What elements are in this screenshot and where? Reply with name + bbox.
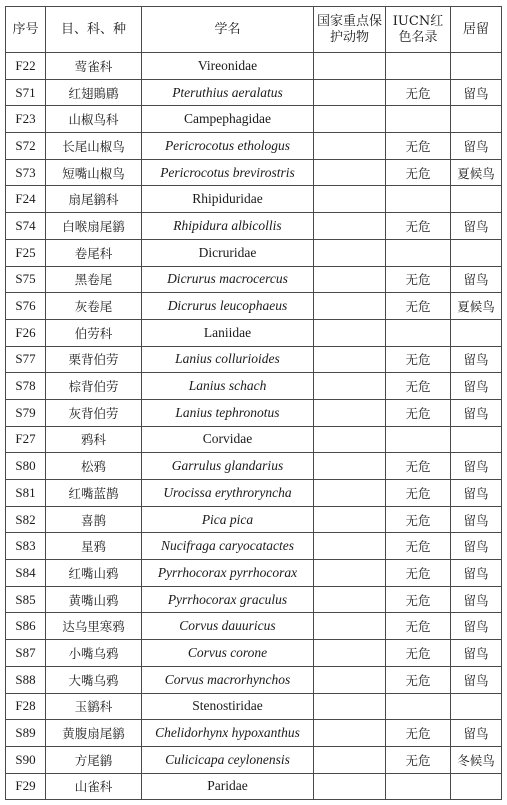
cell-scientific-name: Pica pica	[142, 506, 314, 533]
cell-national-protection	[314, 586, 386, 613]
cell-residency: 留鸟	[451, 453, 502, 480]
species-row	[6, 453, 502, 480]
cell-number: F28	[6, 693, 46, 720]
cell-scientific-name: Urocissa erythroryncha	[142, 480, 314, 507]
cell-number: S74	[6, 213, 46, 240]
family-row	[6, 426, 502, 453]
cell-national-protection	[314, 480, 386, 507]
cell-number: F27	[6, 426, 46, 453]
cell-national-protection	[314, 53, 386, 80]
species-row	[6, 293, 502, 320]
cell-taxon: 鸦科	[46, 426, 142, 453]
cell-iucn: 无危	[386, 666, 451, 693]
family-row	[6, 106, 502, 133]
cell-national-protection	[314, 346, 386, 373]
cell-iucn: 无危	[386, 266, 451, 293]
cell-scientific-name: Vireonidae	[142, 53, 314, 80]
species-row	[6, 346, 502, 373]
cell-number: S78	[6, 373, 46, 400]
cell-residency: 留鸟	[451, 399, 502, 426]
cell-number: S79	[6, 399, 46, 426]
cell-national-protection	[314, 640, 386, 667]
cell-taxon: 灰卷尾	[46, 293, 142, 320]
cell-taxon: 莺雀科	[46, 53, 142, 80]
header-taxon: 目、科、种	[46, 7, 142, 53]
cell-national-protection	[314, 133, 386, 160]
cell-national-protection	[314, 560, 386, 587]
cell-iucn	[386, 693, 451, 720]
header-row	[6, 7, 502, 53]
cell-residency	[451, 693, 502, 720]
cell-residency	[451, 186, 502, 213]
cell-scientific-name: Stenostiridae	[142, 693, 314, 720]
cell-residency: 留鸟	[451, 266, 502, 293]
cell-number: S76	[6, 293, 46, 320]
cell-iucn: 无危	[386, 720, 451, 747]
cell-scientific-name: Pericrocotus ethologus	[142, 133, 314, 160]
cell-national-protection	[314, 773, 386, 800]
cell-residency: 留鸟	[451, 720, 502, 747]
cell-iucn	[386, 319, 451, 346]
cell-taxon: 白喉扇尾鹟	[46, 213, 142, 240]
species-row	[6, 480, 502, 507]
cell-scientific-name: Paridae	[142, 773, 314, 800]
cell-taxon: 松鸦	[46, 453, 142, 480]
table-body	[6, 53, 502, 800]
cell-taxon: 扇尾鹟科	[46, 186, 142, 213]
cell-national-protection	[314, 186, 386, 213]
cell-national-protection	[314, 506, 386, 533]
cell-residency: 留鸟	[451, 586, 502, 613]
cell-number: S85	[6, 586, 46, 613]
cell-residency: 留鸟	[451, 560, 502, 587]
cell-iucn: 无危	[386, 533, 451, 560]
cell-national-protection	[314, 399, 386, 426]
cell-national-protection	[314, 106, 386, 133]
cell-taxon: 长尾山椒鸟	[46, 133, 142, 160]
page	[5, 6, 502, 800]
cell-number: S71	[6, 79, 46, 106]
cell-iucn: 无危	[386, 453, 451, 480]
cell-national-protection	[314, 533, 386, 560]
cell-residency: 留鸟	[451, 613, 502, 640]
cell-residency: 留鸟	[451, 133, 502, 160]
cell-number: S83	[6, 533, 46, 560]
cell-number: S89	[6, 720, 46, 747]
cell-number: S87	[6, 640, 46, 667]
cell-residency: 留鸟	[451, 373, 502, 400]
cell-national-protection	[314, 426, 386, 453]
cell-scientific-name: Rhipiduridae	[142, 186, 314, 213]
cell-national-protection	[314, 293, 386, 320]
header-national-protection: 国家重点保护动物	[314, 7, 386, 53]
cell-taxon: 喜鹊	[46, 506, 142, 533]
cell-national-protection	[314, 79, 386, 106]
cell-number: S88	[6, 666, 46, 693]
species-row	[6, 560, 502, 587]
cell-iucn: 无危	[386, 746, 451, 773]
cell-scientific-name: Pteruthius aeralatus	[142, 79, 314, 106]
cell-iucn: 无危	[386, 293, 451, 320]
family-row	[6, 693, 502, 720]
cell-residency: 留鸟	[451, 506, 502, 533]
cell-scientific-name: Dicrurus macrocercus	[142, 266, 314, 293]
cell-scientific-name: Corvus dauuricus	[142, 613, 314, 640]
cell-number: F26	[6, 319, 46, 346]
cell-taxon: 卷尾科	[46, 239, 142, 266]
cell-number: S82	[6, 506, 46, 533]
cell-iucn	[386, 53, 451, 80]
species-table	[5, 6, 502, 800]
cell-iucn: 无危	[386, 346, 451, 373]
species-row	[6, 133, 502, 160]
cell-residency	[451, 319, 502, 346]
header-scientific-name: 学名	[142, 7, 314, 53]
species-row	[6, 266, 502, 293]
species-row	[6, 533, 502, 560]
cell-national-protection	[314, 213, 386, 240]
cell-number: F24	[6, 186, 46, 213]
species-row	[6, 586, 502, 613]
cell-iucn: 无危	[386, 133, 451, 160]
cell-residency	[451, 239, 502, 266]
cell-residency: 留鸟	[451, 666, 502, 693]
cell-taxon: 方尾鹟	[46, 746, 142, 773]
cell-taxon: 棕背伯劳	[46, 373, 142, 400]
cell-residency: 留鸟	[451, 533, 502, 560]
cell-number: S81	[6, 480, 46, 507]
cell-residency: 留鸟	[451, 640, 502, 667]
cell-scientific-name: Garrulus glandarius	[142, 453, 314, 480]
species-row	[6, 746, 502, 773]
cell-national-protection	[314, 319, 386, 346]
cell-number: S75	[6, 266, 46, 293]
cell-iucn: 无危	[386, 613, 451, 640]
cell-iucn: 无危	[386, 213, 451, 240]
cell-national-protection	[314, 453, 386, 480]
header-residency: 居留	[451, 7, 502, 53]
cell-taxon: 栗背伯劳	[46, 346, 142, 373]
family-row	[6, 53, 502, 80]
cell-scientific-name: Nucifraga caryocatactes	[142, 533, 314, 560]
cell-iucn	[386, 773, 451, 800]
cell-taxon: 小嘴乌鸦	[46, 640, 142, 667]
cell-scientific-name: Campephagidae	[142, 106, 314, 133]
cell-national-protection	[314, 666, 386, 693]
cell-national-protection	[314, 266, 386, 293]
cell-scientific-name: Pyrrhocorax pyrrhocorax	[142, 560, 314, 587]
family-row	[6, 239, 502, 266]
species-row	[6, 159, 502, 186]
cell-iucn: 无危	[386, 373, 451, 400]
cell-national-protection	[314, 693, 386, 720]
cell-national-protection	[314, 373, 386, 400]
cell-taxon: 灰背伯劳	[46, 399, 142, 426]
cell-taxon: 黄腹扇尾鹟	[46, 720, 142, 747]
cell-iucn: 无危	[386, 560, 451, 587]
table-header	[6, 7, 502, 53]
cell-taxon: 山椒鸟科	[46, 106, 142, 133]
cell-taxon: 黑卷尾	[46, 266, 142, 293]
cell-residency: 留鸟	[451, 346, 502, 373]
cell-number: S73	[6, 159, 46, 186]
cell-number: F23	[6, 106, 46, 133]
cell-national-protection	[314, 239, 386, 266]
cell-iucn: 无危	[386, 399, 451, 426]
cell-scientific-name: Corvidae	[142, 426, 314, 453]
family-row	[6, 319, 502, 346]
cell-taxon: 黄嘴山鸦	[46, 586, 142, 613]
cell-residency: 冬候鸟	[451, 746, 502, 773]
cell-scientific-name: Corvus corone	[142, 640, 314, 667]
cell-taxon: 玉鹟科	[46, 693, 142, 720]
cell-iucn	[386, 106, 451, 133]
cell-taxon: 山雀科	[46, 773, 142, 800]
cell-taxon: 短嘴山椒鸟	[46, 159, 142, 186]
cell-iucn: 无危	[386, 506, 451, 533]
cell-iucn	[386, 239, 451, 266]
cell-residency	[451, 53, 502, 80]
cell-residency: 夏候鸟	[451, 293, 502, 320]
cell-scientific-name: Corvus macrorhynchos	[142, 666, 314, 693]
cell-number: F29	[6, 773, 46, 800]
cell-residency: 留鸟	[451, 213, 502, 240]
cell-national-protection	[314, 613, 386, 640]
header-no: 序号	[6, 7, 46, 53]
species-row	[6, 373, 502, 400]
species-row	[6, 640, 502, 667]
cell-scientific-name: Laniidae	[142, 319, 314, 346]
cell-national-protection	[314, 159, 386, 186]
cell-number: S86	[6, 613, 46, 640]
species-row	[6, 79, 502, 106]
cell-scientific-name: Pyrrhocorax graculus	[142, 586, 314, 613]
species-row	[6, 506, 502, 533]
species-row	[6, 666, 502, 693]
cell-residency: 夏候鸟	[451, 159, 502, 186]
cell-scientific-name: Lanius schach	[142, 373, 314, 400]
family-row	[6, 186, 502, 213]
species-row	[6, 720, 502, 747]
cell-iucn: 无危	[386, 159, 451, 186]
species-row	[6, 613, 502, 640]
cell-scientific-name: Dicruridae	[142, 239, 314, 266]
cell-iucn	[386, 426, 451, 453]
cell-iucn: 无危	[386, 586, 451, 613]
cell-number: F22	[6, 53, 46, 80]
cell-iucn: 无危	[386, 79, 451, 106]
cell-taxon: 大嘴乌鸦	[46, 666, 142, 693]
cell-residency	[451, 106, 502, 133]
cell-number: F25	[6, 239, 46, 266]
cell-iucn: 无危	[386, 640, 451, 667]
cell-number: S80	[6, 453, 46, 480]
cell-national-protection	[314, 720, 386, 747]
cell-residency	[451, 426, 502, 453]
cell-scientific-name: Rhipidura albicollis	[142, 213, 314, 240]
cell-national-protection	[314, 746, 386, 773]
species-row	[6, 213, 502, 240]
cell-scientific-name: Lanius tephronotus	[142, 399, 314, 426]
header-iucn: IUCN红色名录	[386, 7, 451, 53]
cell-scientific-name: Pericrocotus brevirostris	[142, 159, 314, 186]
cell-scientific-name: Lanius collurioides	[142, 346, 314, 373]
cell-residency	[451, 773, 502, 800]
cell-number: S90	[6, 746, 46, 773]
cell-scientific-name: Culicicapa ceylonensis	[142, 746, 314, 773]
cell-residency: 留鸟	[451, 79, 502, 106]
cell-number: S84	[6, 560, 46, 587]
cell-iucn	[386, 186, 451, 213]
cell-taxon: 红嘴蓝鹊	[46, 480, 142, 507]
cell-taxon: 星鸦	[46, 533, 142, 560]
cell-taxon: 达乌里寒鸦	[46, 613, 142, 640]
cell-residency: 留鸟	[451, 480, 502, 507]
cell-taxon: 伯劳科	[46, 319, 142, 346]
cell-number: S72	[6, 133, 46, 160]
cell-scientific-name: Chelidorhynx hypoxanthus	[142, 720, 314, 747]
cell-iucn: 无危	[386, 480, 451, 507]
cell-taxon: 红嘴山鸦	[46, 560, 142, 587]
species-row	[6, 399, 502, 426]
cell-taxon: 红翅鵙鹛	[46, 79, 142, 106]
family-row	[6, 773, 502, 800]
cell-number: S77	[6, 346, 46, 373]
cell-scientific-name: Dicrurus leucophaeus	[142, 293, 314, 320]
